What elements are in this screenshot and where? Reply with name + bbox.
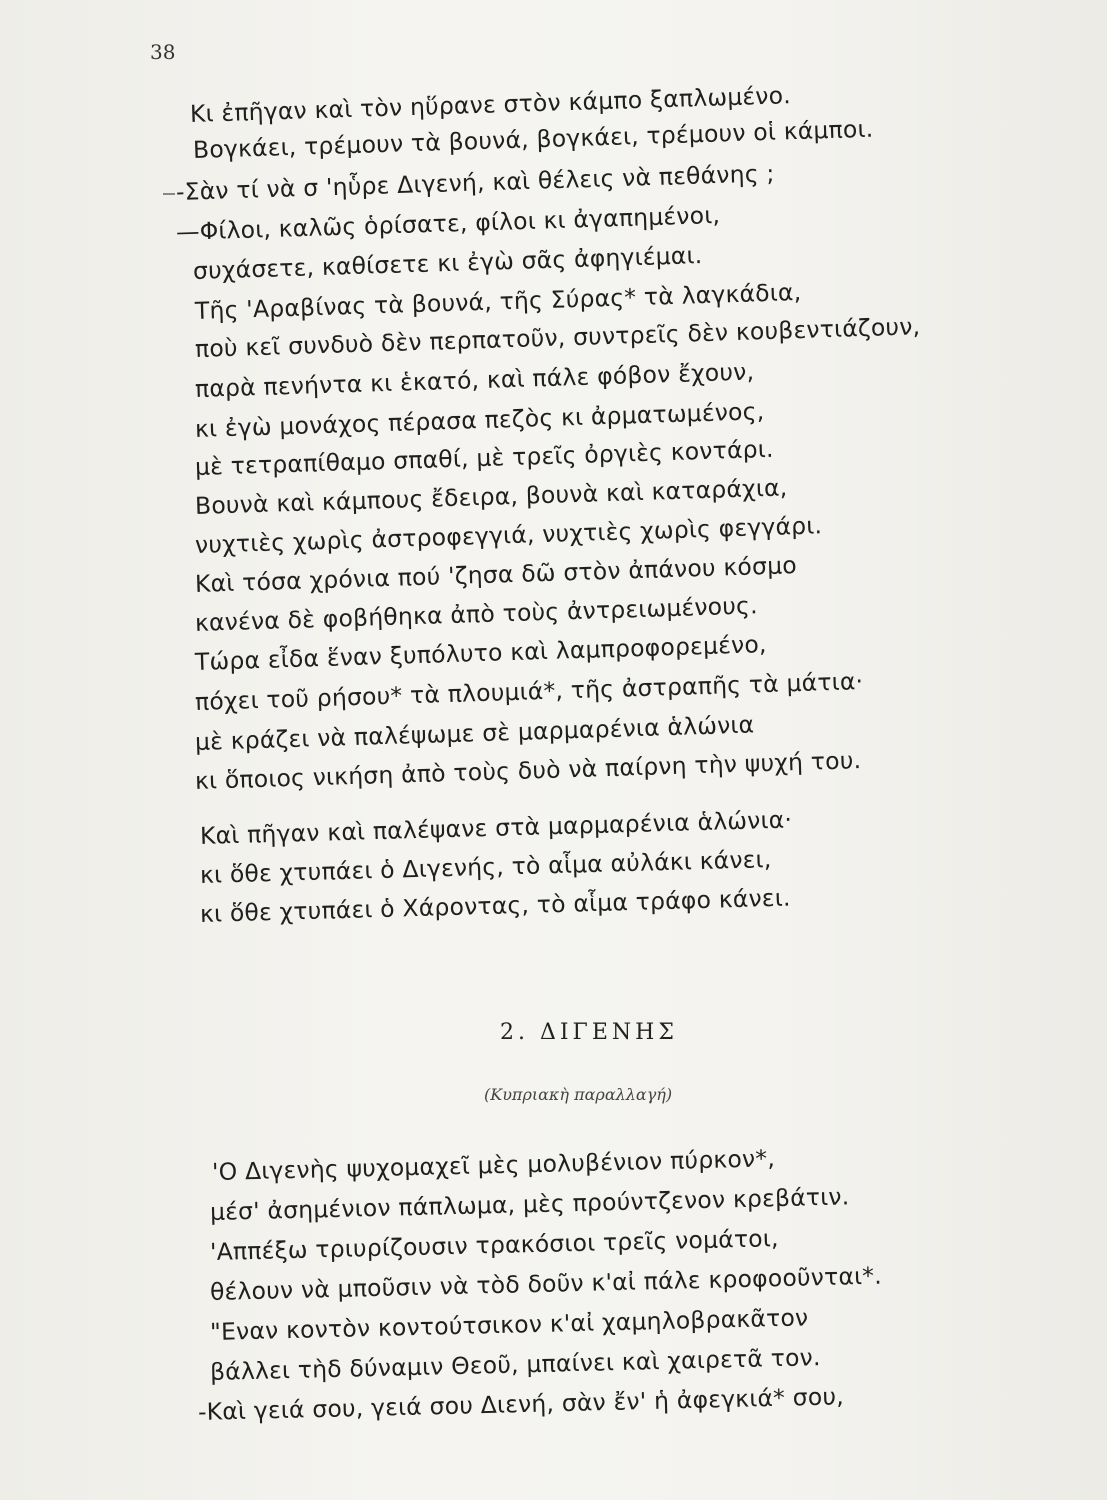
poem-line: βάλλει τὴδ δύναμιν Θεοῦ, μπαίνει καὶ χαιρετᾶ τον.: [209, 1343, 821, 1386]
poem-line: κι ὅθε χτυπάει ὁ Χάροντας, τὸ αἷμα τράφο κάνει.: [199, 883, 791, 928]
poem-line: Καὶ πῆγαν καὶ παλέψανε στὰ μαρμαρένια ἁλώνια·: [199, 805, 793, 850]
poem-line: κανένα δὲ φοβήθηκα ἀπὸ τοὺς ἀντρειωμένους.: [194, 591, 759, 637]
poem-line: Βογκάει, τρέμουν τὰ βουνά, βογκάει, τρέμουν οἱ κάμποι.: [192, 114, 874, 164]
poem-line: θέλουν νὰ μποῦσιν νὰ τὸδ δοῦν κ'αἰ πάλε κροφοοῦνται*.: [209, 1261, 883, 1306]
poem-line: μὲ τετραπίθαμο σπαθί, μὲ τρεῖς ὀργιὲς κοντάρι.: [194, 434, 775, 481]
poem-line: νυχτιὲς χωρὶς ἀστροφεγγιά, νυχτιὲς χωρὶς φεγγάρι.: [194, 511, 823, 559]
section-subheading: (Κυπριακὴ παραλλαγή): [484, 1085, 673, 1104]
poem-line: πόχει τοῦ ρήσου* τὰ πλουμιά*, τῆς ἀστραπῆς τὰ μάτια·: [194, 667, 864, 716]
poem-line: 'Ο Διγενὴς ψυχομαχεῖ μὲς μολυβένιον πύρκον*,: [211, 1144, 776, 1186]
section-heading: 2. ΔΙΓΕΝΗΣ: [500, 1020, 678, 1045]
poem-line: "Εναν κοντὸν κοντούτσικον κ'αἰ χαμηλοβρακᾶτον: [209, 1303, 809, 1346]
poem-line: -Καὶ γειά σου, γειά σου Διενή, σὰν ἔν' ἡ ἀφεγκιά* σου,: [197, 1382, 845, 1426]
poem-line: κι ὅθε χτυπάει ὁ Διγενής, τὸ αἷμα αὐλάκι κάνει,: [199, 845, 772, 889]
margin-dash-mark: [163, 193, 175, 195]
poem-line: Καὶ τόσα χρόνια πού 'ζησα δῶ στὸν ἀπάνου κόσμο: [194, 551, 798, 598]
poem-line: Κι ἐπῆγαν καὶ τὸν ηὕρανε στὸν κάμπο ξαπλωμένο.: [189, 81, 792, 128]
poem-line: ποὺ κεῖ συνδυὸ δὲν περπατοῦν, συντρεῖς δὲν κουβεντιάζουν,: [194, 312, 921, 363]
poem-line: 'Αππέξω τριυρίζουσιν τρακόσιοι τρεῖς νομάτοι,: [209, 1224, 779, 1266]
poem-line: Τῆς 'Αραβίνας τὰ βουνά, τῆς Σύρας* τὰ λαγκάδια,: [194, 277, 802, 325]
poem-line: συχάσετε, καθίσετε κι ἐγὼ σᾶς ἀφηγιέμαι.: [192, 241, 703, 285]
poem-line: κι ὅποιος νικήση ἀπὸ τοὺς δυὸ νὰ παίρνη τὴν ψυχή του.: [194, 746, 862, 795]
poem-line: μὲ κράζει νὰ παλέψωμε σὲ μαρμαρένια ἁλώνια: [194, 710, 755, 756]
poem-line: —Φίλοι, καλῶς ὁρίσατε, φίλοι κι ἀγαπημένοι,: [175, 200, 721, 246]
poem-line: Τώρα εἶδα ἕναν ξυπόλυτο καὶ λαμπροφορεμένο,: [194, 630, 768, 676]
page-number: 38: [150, 40, 176, 64]
poem-line: μέσ' ἀσημένιον πάπλωμα, μὲς προύντζενον κρεβάτιν.: [209, 1182, 850, 1226]
poem-line: παρὰ πενήντα κι ἑκατό, καὶ πάλε φόβον ἔχουν,: [194, 357, 755, 403]
poem-line: κι ἐγὼ μονάχος πέρασα πεζὸς κι ἀρματωμένος,: [194, 397, 765, 443]
poem-line: -Σὰν τί νὰ σ 'ηὗρε Διγενή, καὶ θέλεις νὰ πεθάνης ;: [175, 159, 775, 206]
poem-line: Βουνὰ καὶ κάμπους ἔδειρα, βουνὰ καὶ καταράχια,: [194, 473, 788, 520]
